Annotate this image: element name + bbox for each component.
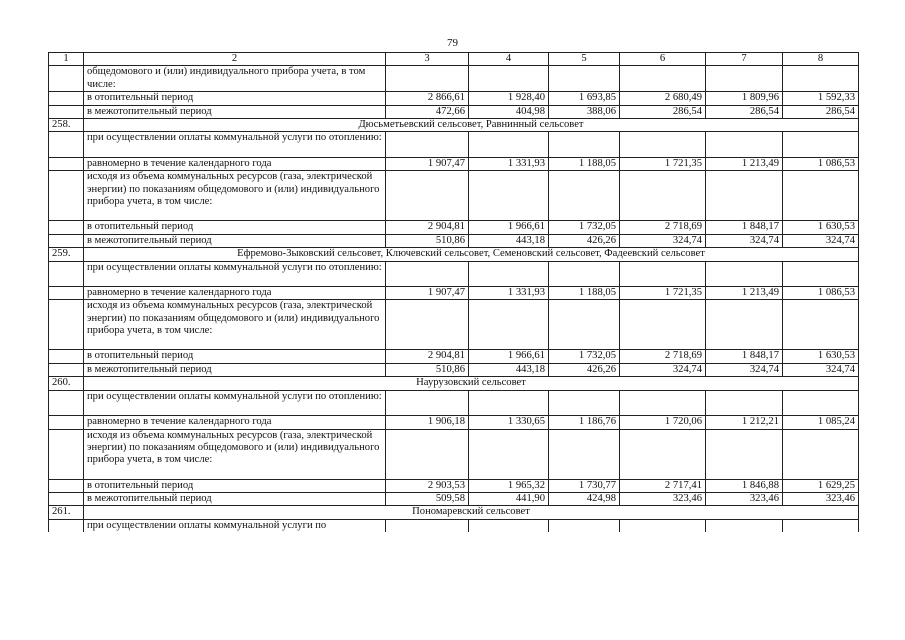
uniform-payment-row xyxy=(49,416,859,429)
row-label: в межотопительный период xyxy=(84,363,386,376)
value-cell: 324,74 xyxy=(706,234,783,247)
section-header-row xyxy=(49,377,859,390)
value-cell xyxy=(549,261,620,287)
uniform-payment-row xyxy=(49,287,859,300)
value-cell: 441,90 xyxy=(469,493,549,506)
value-cell xyxy=(783,519,859,532)
value-cell: 286,54 xyxy=(620,105,706,118)
value-cell: 1 331,93 xyxy=(469,157,549,170)
value-cell xyxy=(386,519,469,532)
section-header-row xyxy=(49,248,859,261)
value-cell: 472,66 xyxy=(386,105,469,118)
value-cell: 510,86 xyxy=(386,363,469,376)
value-cell: 443,18 xyxy=(469,363,549,376)
column-header: 1 xyxy=(49,53,84,66)
value-cell: 426,26 xyxy=(549,363,620,376)
value-cell xyxy=(469,429,549,479)
heating-period-row xyxy=(49,479,859,492)
value-cell xyxy=(469,171,549,221)
value-cell xyxy=(706,300,783,350)
row-label: при осуществлении оплаты коммунальной услуги по отоплению: xyxy=(84,390,386,416)
section-title: Пономаревский сельсовет xyxy=(84,506,859,519)
value-cell: 324,74 xyxy=(783,363,859,376)
row-number-cell xyxy=(49,300,84,350)
row-label: в отопительный период xyxy=(84,350,386,363)
value-cell: 509,58 xyxy=(386,493,469,506)
section-number: 258. xyxy=(49,119,84,132)
value-cell xyxy=(386,390,469,416)
row-number-cell xyxy=(49,390,84,416)
value-cell: 2 903,53 xyxy=(386,479,469,492)
value-cell xyxy=(549,429,620,479)
section-header-row xyxy=(49,119,859,132)
value-cell: 323,46 xyxy=(783,493,859,506)
value-cell: 1 846,88 xyxy=(706,479,783,492)
inter-heating-period-row xyxy=(49,105,859,118)
value-cell xyxy=(549,300,620,350)
section-header-row xyxy=(49,506,859,519)
section-title: Наурузовский сельсовет xyxy=(84,377,859,390)
heating-period-row xyxy=(49,92,859,105)
value-cell xyxy=(783,261,859,287)
heating-period-row xyxy=(49,221,859,234)
row-number-cell xyxy=(49,157,84,170)
value-cell xyxy=(706,390,783,416)
value-cell: 1 965,32 xyxy=(469,479,549,492)
value-cell: 1 213,49 xyxy=(706,287,783,300)
value-cell: 1 848,17 xyxy=(706,350,783,363)
value-cell xyxy=(620,390,706,416)
value-cell: 1 212,21 xyxy=(706,416,783,429)
row-number-cell xyxy=(49,132,84,158)
value-cell xyxy=(620,429,706,479)
row-label: равномерно в течение календарного года xyxy=(84,287,386,300)
value-cell: 1 086,53 xyxy=(783,157,859,170)
value-cell: 1 928,40 xyxy=(469,92,549,105)
value-cell: 323,46 xyxy=(706,493,783,506)
row-label: равномерно в течение календарного года xyxy=(84,157,386,170)
value-cell: 1 720,06 xyxy=(620,416,706,429)
value-cell xyxy=(386,132,469,158)
row-number-cell xyxy=(49,105,84,118)
value-cell: 324,74 xyxy=(620,363,706,376)
column-header: 3 xyxy=(386,53,469,66)
meter-text-row xyxy=(49,300,859,350)
row-label: при осуществлении оплаты коммунальной услуги по отоплению: xyxy=(84,261,386,287)
row-number-cell xyxy=(49,66,84,92)
value-cell: 1 907,47 xyxy=(386,287,469,300)
value-cell: 1 188,05 xyxy=(549,157,620,170)
value-cell: 2 718,69 xyxy=(620,350,706,363)
value-cell: 324,74 xyxy=(706,363,783,376)
value-cell: 443,18 xyxy=(469,234,549,247)
value-cell: 1 085,24 xyxy=(783,416,859,429)
value-cell xyxy=(386,261,469,287)
meter-text-row xyxy=(49,429,859,479)
row-label: исходя из объема коммунальных ресурсов (газа, электрической энергии) по показаниям общедомового и (или) индивидуального прибора учета, в том числе: xyxy=(84,300,386,350)
payment-intro-row xyxy=(49,261,859,287)
row-number-cell xyxy=(49,416,84,429)
value-cell xyxy=(706,519,783,532)
section-number: 261. xyxy=(49,506,84,519)
value-cell xyxy=(706,66,783,92)
row-label: при осуществлении оплаты коммунальной услуги по отоплению: xyxy=(84,132,386,158)
column-header: 2 xyxy=(84,53,386,66)
payment-intro-row xyxy=(49,390,859,416)
row-number-cell xyxy=(49,479,84,492)
value-cell xyxy=(706,429,783,479)
value-cell: 510,86 xyxy=(386,234,469,247)
value-cell: 1 730,77 xyxy=(549,479,620,492)
value-cell xyxy=(469,390,549,416)
value-cell: 2 680,49 xyxy=(620,92,706,105)
value-cell: 2 866,61 xyxy=(386,92,469,105)
value-cell xyxy=(620,300,706,350)
meter-text-row xyxy=(49,66,859,92)
value-cell: 424,98 xyxy=(549,493,620,506)
column-header: 6 xyxy=(620,53,706,66)
row-label: в межотопительный период xyxy=(84,105,386,118)
value-cell: 1 592,33 xyxy=(783,92,859,105)
column-header: 7 xyxy=(706,53,783,66)
row-label: исходя из объема коммунальных ресурсов (газа, электрической энергии) по показаниям общедомового и (или) индивидуального прибора учета, в том числе: xyxy=(84,171,386,221)
value-cell xyxy=(549,519,620,532)
value-cell xyxy=(783,66,859,92)
row-number-cell xyxy=(49,261,84,287)
value-cell xyxy=(620,261,706,287)
value-cell: 2 904,81 xyxy=(386,350,469,363)
value-cell: 1 186,76 xyxy=(549,416,620,429)
value-cell xyxy=(469,300,549,350)
value-cell: 1 188,05 xyxy=(549,287,620,300)
row-label: в отопительный период xyxy=(84,479,386,492)
value-cell xyxy=(549,132,620,158)
heating-period-row xyxy=(49,350,859,363)
value-cell: 286,54 xyxy=(706,105,783,118)
row-number-cell xyxy=(49,350,84,363)
value-cell xyxy=(386,429,469,479)
value-cell: 388,06 xyxy=(549,105,620,118)
row-number-cell xyxy=(49,429,84,479)
value-cell xyxy=(549,390,620,416)
row-label: в межотопительный период xyxy=(84,493,386,506)
value-cell xyxy=(549,171,620,221)
value-cell: 1 086,53 xyxy=(783,287,859,300)
value-cell xyxy=(386,171,469,221)
value-cell xyxy=(783,300,859,350)
inter-heating-period-row xyxy=(49,363,859,376)
section-number: 260. xyxy=(49,377,84,390)
row-number-cell xyxy=(49,493,84,506)
uniform-payment-row xyxy=(49,157,859,170)
value-cell: 324,74 xyxy=(783,234,859,247)
value-cell: 1 732,05 xyxy=(549,350,620,363)
row-label: в отопительный период xyxy=(84,92,386,105)
value-cell: 1 848,17 xyxy=(706,221,783,234)
row-number-cell xyxy=(49,92,84,105)
row-label: в отопительный период xyxy=(84,221,386,234)
value-cell xyxy=(783,171,859,221)
section-number: 259. xyxy=(49,248,84,261)
value-cell: 1 721,35 xyxy=(620,157,706,170)
value-cell: 1 630,53 xyxy=(783,350,859,363)
value-cell: 323,46 xyxy=(620,493,706,506)
value-cell xyxy=(620,66,706,92)
value-cell xyxy=(783,132,859,158)
row-label: общедомового и (или) индивидуального прибора учета, в том числе: xyxy=(84,66,386,92)
value-cell xyxy=(469,66,549,92)
value-cell: 286,54 xyxy=(783,105,859,118)
row-number-cell xyxy=(49,234,84,247)
meter-text-row xyxy=(49,171,859,221)
value-cell: 2 718,69 xyxy=(620,221,706,234)
value-cell xyxy=(549,66,620,92)
column-header: 8 xyxy=(783,53,859,66)
section-title: Ефремово-Зыковский сельсовет, Ключевский сельсовет, Семеновский сельсовет, Фадеевский сельсовет xyxy=(84,248,859,261)
value-cell: 404,98 xyxy=(469,105,549,118)
tariff-table xyxy=(48,52,859,532)
value-cell: 1 330,65 xyxy=(469,416,549,429)
value-cell: 2 904,81 xyxy=(386,221,469,234)
value-cell: 1 629,25 xyxy=(783,479,859,492)
value-cell: 324,74 xyxy=(620,234,706,247)
section-title: Дюсьметьевский сельсовет, Равнинный сельсовет xyxy=(84,119,859,132)
row-number-cell xyxy=(49,287,84,300)
value-cell: 1 966,61 xyxy=(469,350,549,363)
value-cell: 1 907,47 xyxy=(386,157,469,170)
column-header: 4 xyxy=(469,53,549,66)
row-label: в межотопительный период xyxy=(84,234,386,247)
column-header-row xyxy=(49,53,859,66)
inter-heating-period-row xyxy=(49,493,859,506)
value-cell xyxy=(469,132,549,158)
payment-intro-row xyxy=(49,519,859,532)
row-number-cell xyxy=(49,363,84,376)
value-cell xyxy=(386,300,469,350)
value-cell: 1 732,05 xyxy=(549,221,620,234)
value-cell xyxy=(706,261,783,287)
value-cell xyxy=(783,429,859,479)
value-cell xyxy=(620,171,706,221)
value-cell xyxy=(620,519,706,532)
column-header: 5 xyxy=(549,53,620,66)
value-cell xyxy=(469,261,549,287)
page-number: 79 xyxy=(447,37,458,49)
payment-intro-row xyxy=(49,132,859,158)
value-cell xyxy=(783,390,859,416)
value-cell xyxy=(620,132,706,158)
row-label: при осуществлении оплаты коммунальной услуги по xyxy=(84,519,386,532)
value-cell xyxy=(386,66,469,92)
row-number-cell xyxy=(49,221,84,234)
row-label: равномерно в течение календарного года xyxy=(84,416,386,429)
value-cell: 426,26 xyxy=(549,234,620,247)
row-number-cell xyxy=(49,519,84,532)
value-cell: 1 721,35 xyxy=(620,287,706,300)
inter-heating-period-row xyxy=(49,234,859,247)
value-cell xyxy=(706,171,783,221)
value-cell: 1 966,61 xyxy=(469,221,549,234)
value-cell: 1 809,96 xyxy=(706,92,783,105)
value-cell: 1 630,53 xyxy=(783,221,859,234)
value-cell: 1 693,85 xyxy=(549,92,620,105)
value-cell xyxy=(469,519,549,532)
value-cell: 1 331,93 xyxy=(469,287,549,300)
value-cell: 1 906,18 xyxy=(386,416,469,429)
row-label: исходя из объема коммунальных ресурсов (газа, электрической энергии) по показаниям общедомового и (или) индивидуального прибора учета, в том числе: xyxy=(84,429,386,479)
row-number-cell xyxy=(49,171,84,221)
value-cell: 2 717,41 xyxy=(620,479,706,492)
value-cell xyxy=(706,132,783,158)
value-cell: 1 213,49 xyxy=(706,157,783,170)
